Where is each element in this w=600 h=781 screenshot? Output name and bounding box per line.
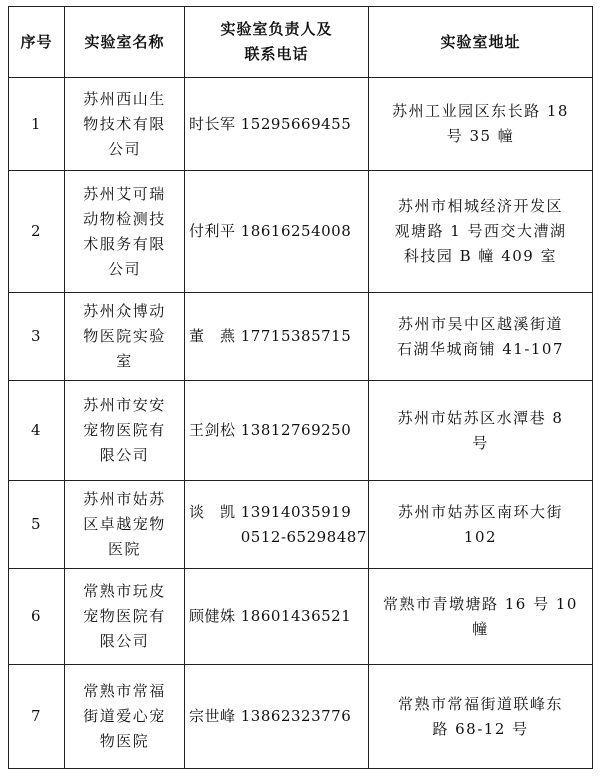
lab-name-line: 室: [116, 352, 133, 370]
lab-name-line: 物医院实验: [83, 327, 166, 345]
lab-contact: [185, 293, 369, 381]
lab-name-line: 苏州市安安: [83, 396, 166, 414]
lab-contact-line: 董 燕 17715385715: [189, 327, 352, 345]
lab-contact: [185, 78, 369, 171]
lab-address-line: 常熟市青墩塘路 16 号 10: [383, 594, 578, 613]
lab-name-line: 物医院: [99, 732, 150, 750]
row-number: 6: [9, 569, 65, 665]
header-address: 实验室地址: [369, 7, 593, 78]
table-row: [9, 481, 593, 569]
lab-name-line: 苏州众博动: [83, 302, 166, 320]
lab-name-line: 常熟市常福: [83, 682, 166, 700]
lab-contact: [185, 665, 369, 769]
lab-contact: [185, 481, 369, 569]
laboratory-table: [8, 6, 593, 769]
lab-name: [65, 293, 185, 381]
lab-address-line: 苏州市相城经济开发区: [397, 197, 563, 215]
lab-address-line: 102: [463, 527, 498, 546]
lab-contact-line: 谈 凯 13914035919: [189, 502, 352, 521]
lab-contact-line: 王剑松 13812769250: [189, 421, 352, 439]
lab-address-line: 苏州市姑苏区南环大街: [397, 502, 563, 521]
header-no: 序号: [9, 7, 65, 78]
lab-address: [369, 665, 593, 769]
lab-address-line: 苏州市吴中区越溪街道: [397, 314, 563, 333]
lab-name-line: 医院: [107, 540, 141, 558]
lab-contact-line: 顾健姝 18601436521: [189, 607, 352, 625]
row-number: 3: [9, 293, 65, 381]
lab-contact: [185, 381, 369, 481]
row-number: 4: [9, 381, 65, 481]
lab-address-line: 幢: [472, 619, 489, 638]
table-row: [9, 381, 593, 481]
lab-name: [65, 481, 185, 569]
lab-address: [369, 293, 593, 381]
lab-name-line: 苏州艾可瑞: [83, 184, 166, 203]
lab-contact-line: 0512-65298487: [189, 527, 367, 546]
lab-contact-line: 付利平 18616254008: [189, 222, 352, 240]
lab-name: [65, 171, 185, 293]
lab-address-line: 苏州市姑苏区水潭巷 8: [397, 408, 564, 427]
lab-address: [369, 171, 593, 293]
table-row: [9, 171, 593, 293]
lab-name-line: 宠物医院有: [83, 421, 166, 439]
lab-address: [369, 381, 593, 481]
lab-name-line: 物技术有限: [83, 114, 166, 133]
lab-contact-line: 时长军 15295669455: [189, 114, 352, 133]
lab-address-line: 号 35 幢: [446, 127, 515, 145]
lab-name-line: 公司: [107, 139, 141, 158]
lab-name: [65, 665, 185, 769]
lab-address-line: 科技园 B 幢 409 室: [403, 247, 558, 265]
lab-name-line: 常熟市玩皮: [83, 582, 166, 600]
lab-address-line: 号: [472, 433, 489, 452]
lab-name: [65, 78, 185, 171]
header-contact-line1: 实验室负责人及: [220, 20, 333, 38]
table-row: [9, 569, 593, 665]
table-row: [9, 665, 593, 769]
lab-name-line: 苏州市姑苏: [83, 490, 166, 508]
lab-address-line: 观塘路 1 号西交大漕湖: [394, 222, 567, 240]
lab-address: [369, 78, 593, 171]
header-name: 实验室名称: [65, 7, 185, 78]
lab-address-line: 苏州工业园区东长路 18: [392, 102, 569, 120]
lab-name-line: 街道爱心宠: [83, 707, 166, 725]
lab-name: [65, 569, 185, 665]
row-number: 5: [9, 481, 65, 569]
lab-address-line: 常熟市常福街道联峰东: [397, 694, 563, 713]
lab-address: [369, 569, 593, 665]
lab-name-line: 区卓越宠物: [83, 515, 166, 533]
row-number: 7: [9, 665, 65, 769]
lab-contact: [185, 569, 369, 665]
header-contact: [185, 7, 369, 78]
lab-address: [369, 481, 593, 569]
lab-name-line: 苏州西山生: [83, 89, 166, 108]
row-number: 1: [9, 78, 65, 171]
table-header-row: [9, 7, 593, 78]
lab-address-line: 石湖华城商铺 41-107: [396, 339, 565, 358]
row-number: 2: [9, 171, 65, 293]
table-row: [9, 78, 593, 171]
header-contact-line2: 联系电话: [244, 45, 309, 63]
lab-contact-line: 宗世峰 13862323776: [189, 707, 352, 725]
lab-name: [65, 381, 185, 481]
lab-contact: [185, 171, 369, 293]
lab-name-line: 限公司: [99, 446, 150, 464]
lab-name-line: 宠物医院有: [83, 607, 166, 625]
table-row: [9, 293, 593, 381]
lab-address-line: 路 68-12 号: [432, 719, 529, 738]
lab-name-line: 动物检测技: [83, 209, 166, 228]
lab-name-line: 术服务有限: [83, 234, 166, 253]
lab-name-line: 限公司: [99, 632, 150, 650]
lab-name-line: 公司: [107, 259, 141, 278]
